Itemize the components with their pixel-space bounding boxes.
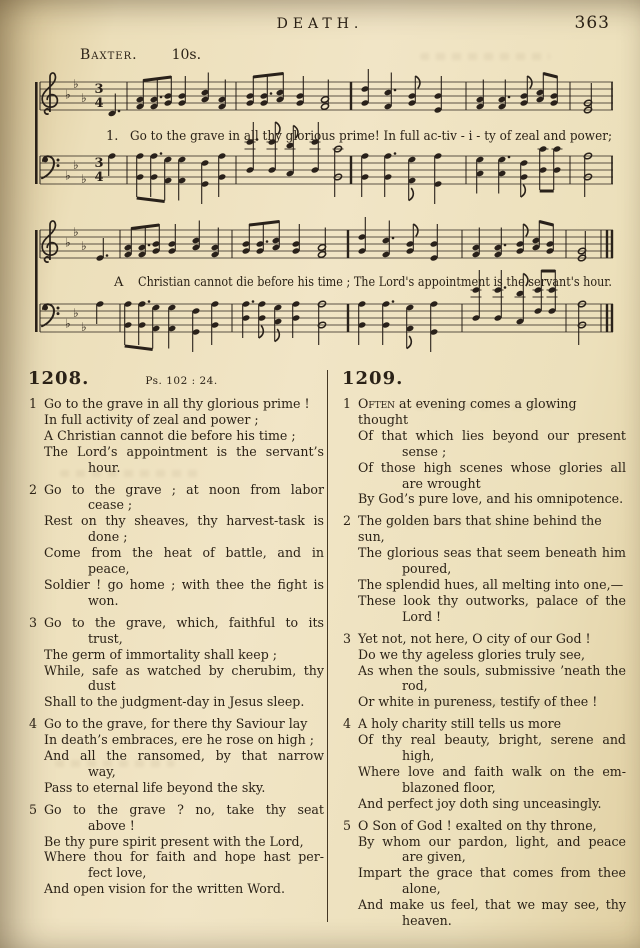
tune-meter: 10s.: [171, 47, 202, 63]
page-header-title: DEATH.: [276, 16, 364, 32]
verse-line: are wrought: [402, 475, 481, 491]
verse-line: high,: [402, 748, 435, 764]
verse-line: The glorious seas that seem beneath him: [358, 545, 626, 561]
tune-name: Baxter.: [80, 47, 138, 63]
column-divider: [327, 370, 328, 922]
music-lyric-prefix: A: [114, 275, 124, 290]
verse-line: Pass to eternal life beyond the sky.: [44, 779, 266, 795]
hymn-header: [28, 368, 324, 389]
verse-number: 4: [29, 716, 38, 732]
verse-line: way,: [88, 763, 116, 779]
verse-line: above !: [88, 817, 135, 833]
svg-text:♭: ♭: [81, 91, 87, 105]
music-notation-svg: [0, 66, 640, 208]
svg-text:♭: ♭: [81, 172, 87, 186]
verse-line: These look thy outworks, palace of the: [358, 592, 626, 608]
verse-line: And make us feel, that we may see, thy: [358, 897, 626, 913]
verse-line: Or white in pureness, testify of thee !: [358, 694, 598, 710]
verse-line: Often at evening comes a glowing thought: [358, 396, 577, 427]
svg-text:♭: ♭: [73, 306, 79, 320]
verse-line: As when the souls, submissive ’neath the: [358, 662, 626, 678]
music-notation-svg: [0, 216, 640, 358]
verse-line: The splendid hues, all melting into one,—: [358, 576, 624, 592]
verse-line: Of that which lies beyond our present: [358, 427, 626, 443]
verse-line: Rest on thy sheaves, thy harvest-task is: [44, 513, 324, 529]
verse-line: The germ of immortality shall keep ;: [44, 646, 277, 662]
verse-line: Of those high scenes whose glories all: [358, 459, 626, 475]
verse-line: Yet not, not here, O city of our God !: [358, 630, 591, 646]
svg-text:♭: ♭: [65, 87, 71, 102]
music-lyric-line: Go to the grave in all thy glorious prime! In full ac-tiv - i - ty of zeal and power;: [130, 129, 612, 144]
verse-number: 5: [29, 801, 38, 817]
hymn-verse: [28, 615, 324, 710]
verse-line: dust: [88, 678, 116, 694]
verse-line: Go to the grave ; at noon from labor: [44, 481, 324, 497]
verse-line: fect love,: [88, 865, 147, 881]
smallcaps-first-word: Often: [358, 396, 396, 411]
verse-number: 1: [343, 396, 352, 411]
verse-line: sense ;: [402, 443, 447, 459]
verse-number: 2: [343, 513, 352, 529]
hymn-column-right: [332, 368, 626, 936]
hymn-verse: [28, 482, 324, 609]
verse-line: peace,: [88, 561, 130, 577]
verse-line: Soldier ! go home ; with thee the fight is: [44, 576, 324, 592]
hymn-verse: [342, 513, 626, 624]
music-system-1: [0, 66, 640, 208]
svg-text:♭: ♭: [81, 320, 87, 334]
verse-line: alone,: [402, 881, 441, 897]
bleedthrough-smudge: [420, 53, 550, 60]
verse-line: cease ;: [88, 497, 133, 513]
verse-line: Shall to the judgment-day in Jesus sleep.: [44, 694, 305, 710]
svg-text:♭: ♭: [73, 225, 79, 239]
verse-line: trust,: [88, 630, 123, 646]
hymn-verse: [342, 631, 626, 711]
verse-line: In full activity of zeal and power ;: [44, 411, 259, 427]
tune-title-line: [80, 47, 201, 63]
verse-line: Come from the heat of battle, and in: [44, 545, 324, 561]
running-head: [0, 13, 640, 38]
music-lyric-prefix: 1.: [106, 129, 119, 144]
svg-text:♭: ♭: [65, 168, 71, 183]
svg-text:♭: ♭: [81, 239, 87, 253]
music-system-2: [0, 216, 640, 358]
verse-line: The Lord’s appointment is the servant’s: [44, 443, 324, 459]
hymn-header: [342, 368, 626, 389]
hymn-verse: [28, 396, 324, 476]
verse-line: And open vision for the written Word.: [44, 881, 285, 897]
verse-line: By God’s pure love, and his omnipotence.: [358, 491, 624, 507]
verse-line: Of thy real beauty, bright, serene and: [358, 732, 626, 748]
verse-line: A holy charity still tells us more: [358, 716, 562, 732]
verse-line: By whom our pardon, light, and peace: [358, 833, 626, 849]
verse-line: Be thy pure spirit present with the Lord,: [44, 833, 304, 849]
verse-line: Lord !: [402, 608, 442, 624]
hymn-verse: [28, 716, 324, 796]
verse-number: 5: [343, 817, 352, 833]
verse-line: Do we thy ageless glories truly see,: [358, 646, 585, 662]
music-lyric-line: Christian cannot die before his time ; The Lord's appointment is the servant's hour.: [138, 275, 612, 290]
verse-number: 2: [29, 481, 38, 497]
verse-line: Go to the grave in all thy glorious prime !: [44, 396, 310, 411]
scripture-reference: Ps. 102 : 24.: [145, 375, 218, 387]
verse-line: A Christian cannot die before his time ;: [44, 427, 296, 443]
verse-line: Where thou for faith and hope hast per-: [44, 849, 324, 865]
svg-text:♭: ♭: [65, 235, 71, 250]
verse-number: 1: [29, 396, 38, 411]
svg-text:♭: ♭: [65, 316, 71, 331]
verse-line: won.: [88, 592, 119, 608]
verse-line: In death’s embraces, ere he rose on high ;: [44, 732, 314, 748]
hymn-verse: [342, 716, 626, 811]
svg-text:♭: ♭: [73, 77, 79, 91]
verse-line: hour.: [88, 459, 121, 475]
verse-line: poured,: [402, 561, 452, 577]
verse-line: O Son of God ! exalted on thy throne,: [358, 817, 597, 833]
hymn-number: 1209.: [342, 368, 404, 389]
verse-line: Go to the grave, for there thy Saviour lay: [44, 716, 308, 732]
verse-number: 4: [343, 716, 352, 732]
hymn-verse: [342, 396, 626, 507]
hymn-column-left: [28, 368, 324, 936]
svg-text:♭: ♭: [73, 158, 79, 172]
verse-line: Go to the grave, which, faithful to its: [44, 614, 324, 630]
verse-line: And perfect joy doth sing unceasingly.: [358, 795, 602, 811]
verse-line: are given,: [402, 849, 466, 865]
hymn-number: 1208.: [28, 368, 90, 389]
verse-line: The golden bars that shine behind the sun,: [358, 513, 602, 545]
svg-text:3: 3: [94, 82, 104, 97]
verse-line: While, safe as watched by cherubim, thy: [44, 662, 324, 678]
verse-number: 3: [29, 614, 38, 630]
verse-line: rod,: [402, 678, 428, 694]
hymn-verse: [342, 818, 626, 929]
svg-text:4: 4: [94, 96, 104, 111]
verse-line: And all the ransomed, by that narrow: [44, 748, 324, 764]
verse-line: blazoned floor,: [402, 779, 496, 795]
hymn-verse: [28, 802, 324, 897]
verse-line: heaven.: [402, 913, 452, 929]
hymn-text-section: [28, 368, 626, 936]
verse-line: Where love and faith walk on the em-: [358, 763, 626, 779]
verse-number: 3: [343, 630, 352, 646]
verse-line: done ;: [88, 529, 128, 545]
verse-line: Go to the grave ? no, take thy seat: [44, 801, 324, 817]
verse-line: Impart the grace that comes from thee: [358, 865, 626, 881]
page-number: 363: [574, 13, 610, 33]
svg-text:3: 3: [94, 156, 104, 171]
svg-text:4: 4: [94, 170, 104, 185]
